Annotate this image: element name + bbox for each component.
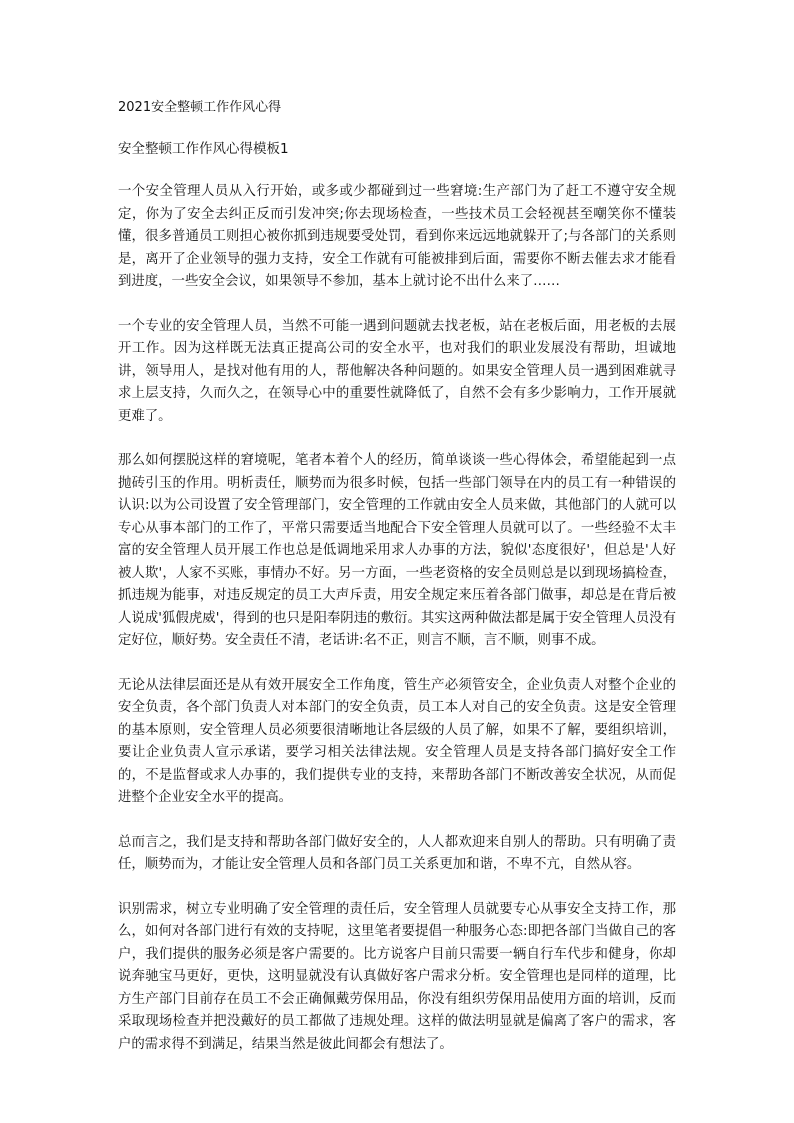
- paragraph: 一个专业的安全管理人员，当然不可能一遇到问题就去找老板，站在老板后面，用老板的去展开工作。因为这样既无法真正提高公司的安全水平，也对我们的职业发展没有帮助，坦诚地讲，领导用人，是找对他有用的人，帮他解决各种问题的。如果安全管理人员一遇到困难就寻求上层支持，久而久之，在领导心中的重要性就降低了，自然不会有多少影响力，工作开展就更难了。: [118, 318, 676, 424]
- paragraph: 那么如何摆脱这样的窘境呢，笔者本着个人的经历，简单谈谈一些心得体会，希望能起到一点抛砖引玉的作用。明析责任，顺势而为很多时候，包括一些部门领导在内的员工有一种错误的认识:以为公司设置了安全管理部门，安全管理的工作就由安全人员来做，其他部门的人就可以专心从事本部门的工作了，平常只需要适当地配合下安全管理人员就可以了。一些经验不太丰富的安全管理人员开展工作也总是低调地采用求人办事的方法，貌似'态度很好'，但总是'人好被人欺'，人家不买账，事情办不好。另一方面，一些老资格的安全员则总是以到现场搞检查，抓违规为能事，对违反规定的员工大声斥责，用安全规定来压着各部门做事，却总是在背后被人说成'狐假虎威'，得到的也只是阳奉阴违的敷衍。其实这两种做法都是属于安全管理人员没有定好位，顺好势。安全责任不清，老话讲:名不正，则言不顺，言不顺，则事不成。: [118, 453, 676, 648]
- document-page: [118, 98, 676, 1056]
- paragraph: 总而言之，我们是支持和帮助各部门做好安全的，人人都欢迎来自别人的帮助。只有明确了责任，顺势而为，才能让安全管理人员和各部门员工关系更加和谐，不卑不亢，自然从容。: [118, 834, 676, 872]
- paragraph: 无论从法律层面还是从有效开展安全工作角度，管生产必须管安全，企业负责人对整个企业的安全负责，各个部门负责人对本部门的安全负责，员工本人对自己的安全负责。这是安全管理的基本原则，安全管理人员必须要很清晰地让各层级的人员了解，如果不了解，要组织培训，要让企业负责人宣示承诺，要学习相关法律法规。安全管理人员是支持各部门搞好安全工作的，不是监督或求人办事的，我们提供专业的支持，来帮助各部门不断改善安全状况，从而促进整个企业安全水平的提高。: [118, 677, 676, 805]
- document-title: 2021安全整顿工作作风心得: [118, 100, 282, 115]
- paragraph: 一个安全管理人员从入行开始，或多或少都碰到过一些窘境:生产部门为了赶工不遵守安全规定，你为了安全去纠正反而引发冲突;你去现场检查，一些技术员工会轻视甚至嘲笑你不懂装懂，很多普通员工则担心被你抓到违规要受处罚，看到你来远远地就躲开了;与各部门的关系则是，离开了企业领导的强力支持，安全工作就有可能被排到后面，需要你不断去催去求才能看到进度，一些安全会议，如果领导不参加，基本上就讨论不出什么来了……: [118, 184, 676, 289]
- document-subtitle: 安全整顿工作作风心得模板1: [118, 141, 289, 157]
- paragraph: 识别需求，树立专业明确了安全管理的责任后，安全管理人员就要专心从事安全支持工作，那么，如何对各部门进行有效的支持呢，这里笔者要提倡一种服务心态:即把各部门当做自己的客户，我们提供的服务必须是客户需要的。比方说客户目前只需要一辆自行车代步和健身，你却说奔驰宝马更好，更快，这明显就没有认真做好客户需求分析。安全管理也是同样的道理，比方生产部门目前存在员工不会正确佩戴劳保用品，你没有组织劳保用品使用方面的培训，反而采取现场检查并把没戴好的员工都做了违规处理。这样的做法明显就是偏离了客户的需求，客户的需求得不到满足，结果当然是彼此间都会有想法了。: [118, 901, 676, 1052]
